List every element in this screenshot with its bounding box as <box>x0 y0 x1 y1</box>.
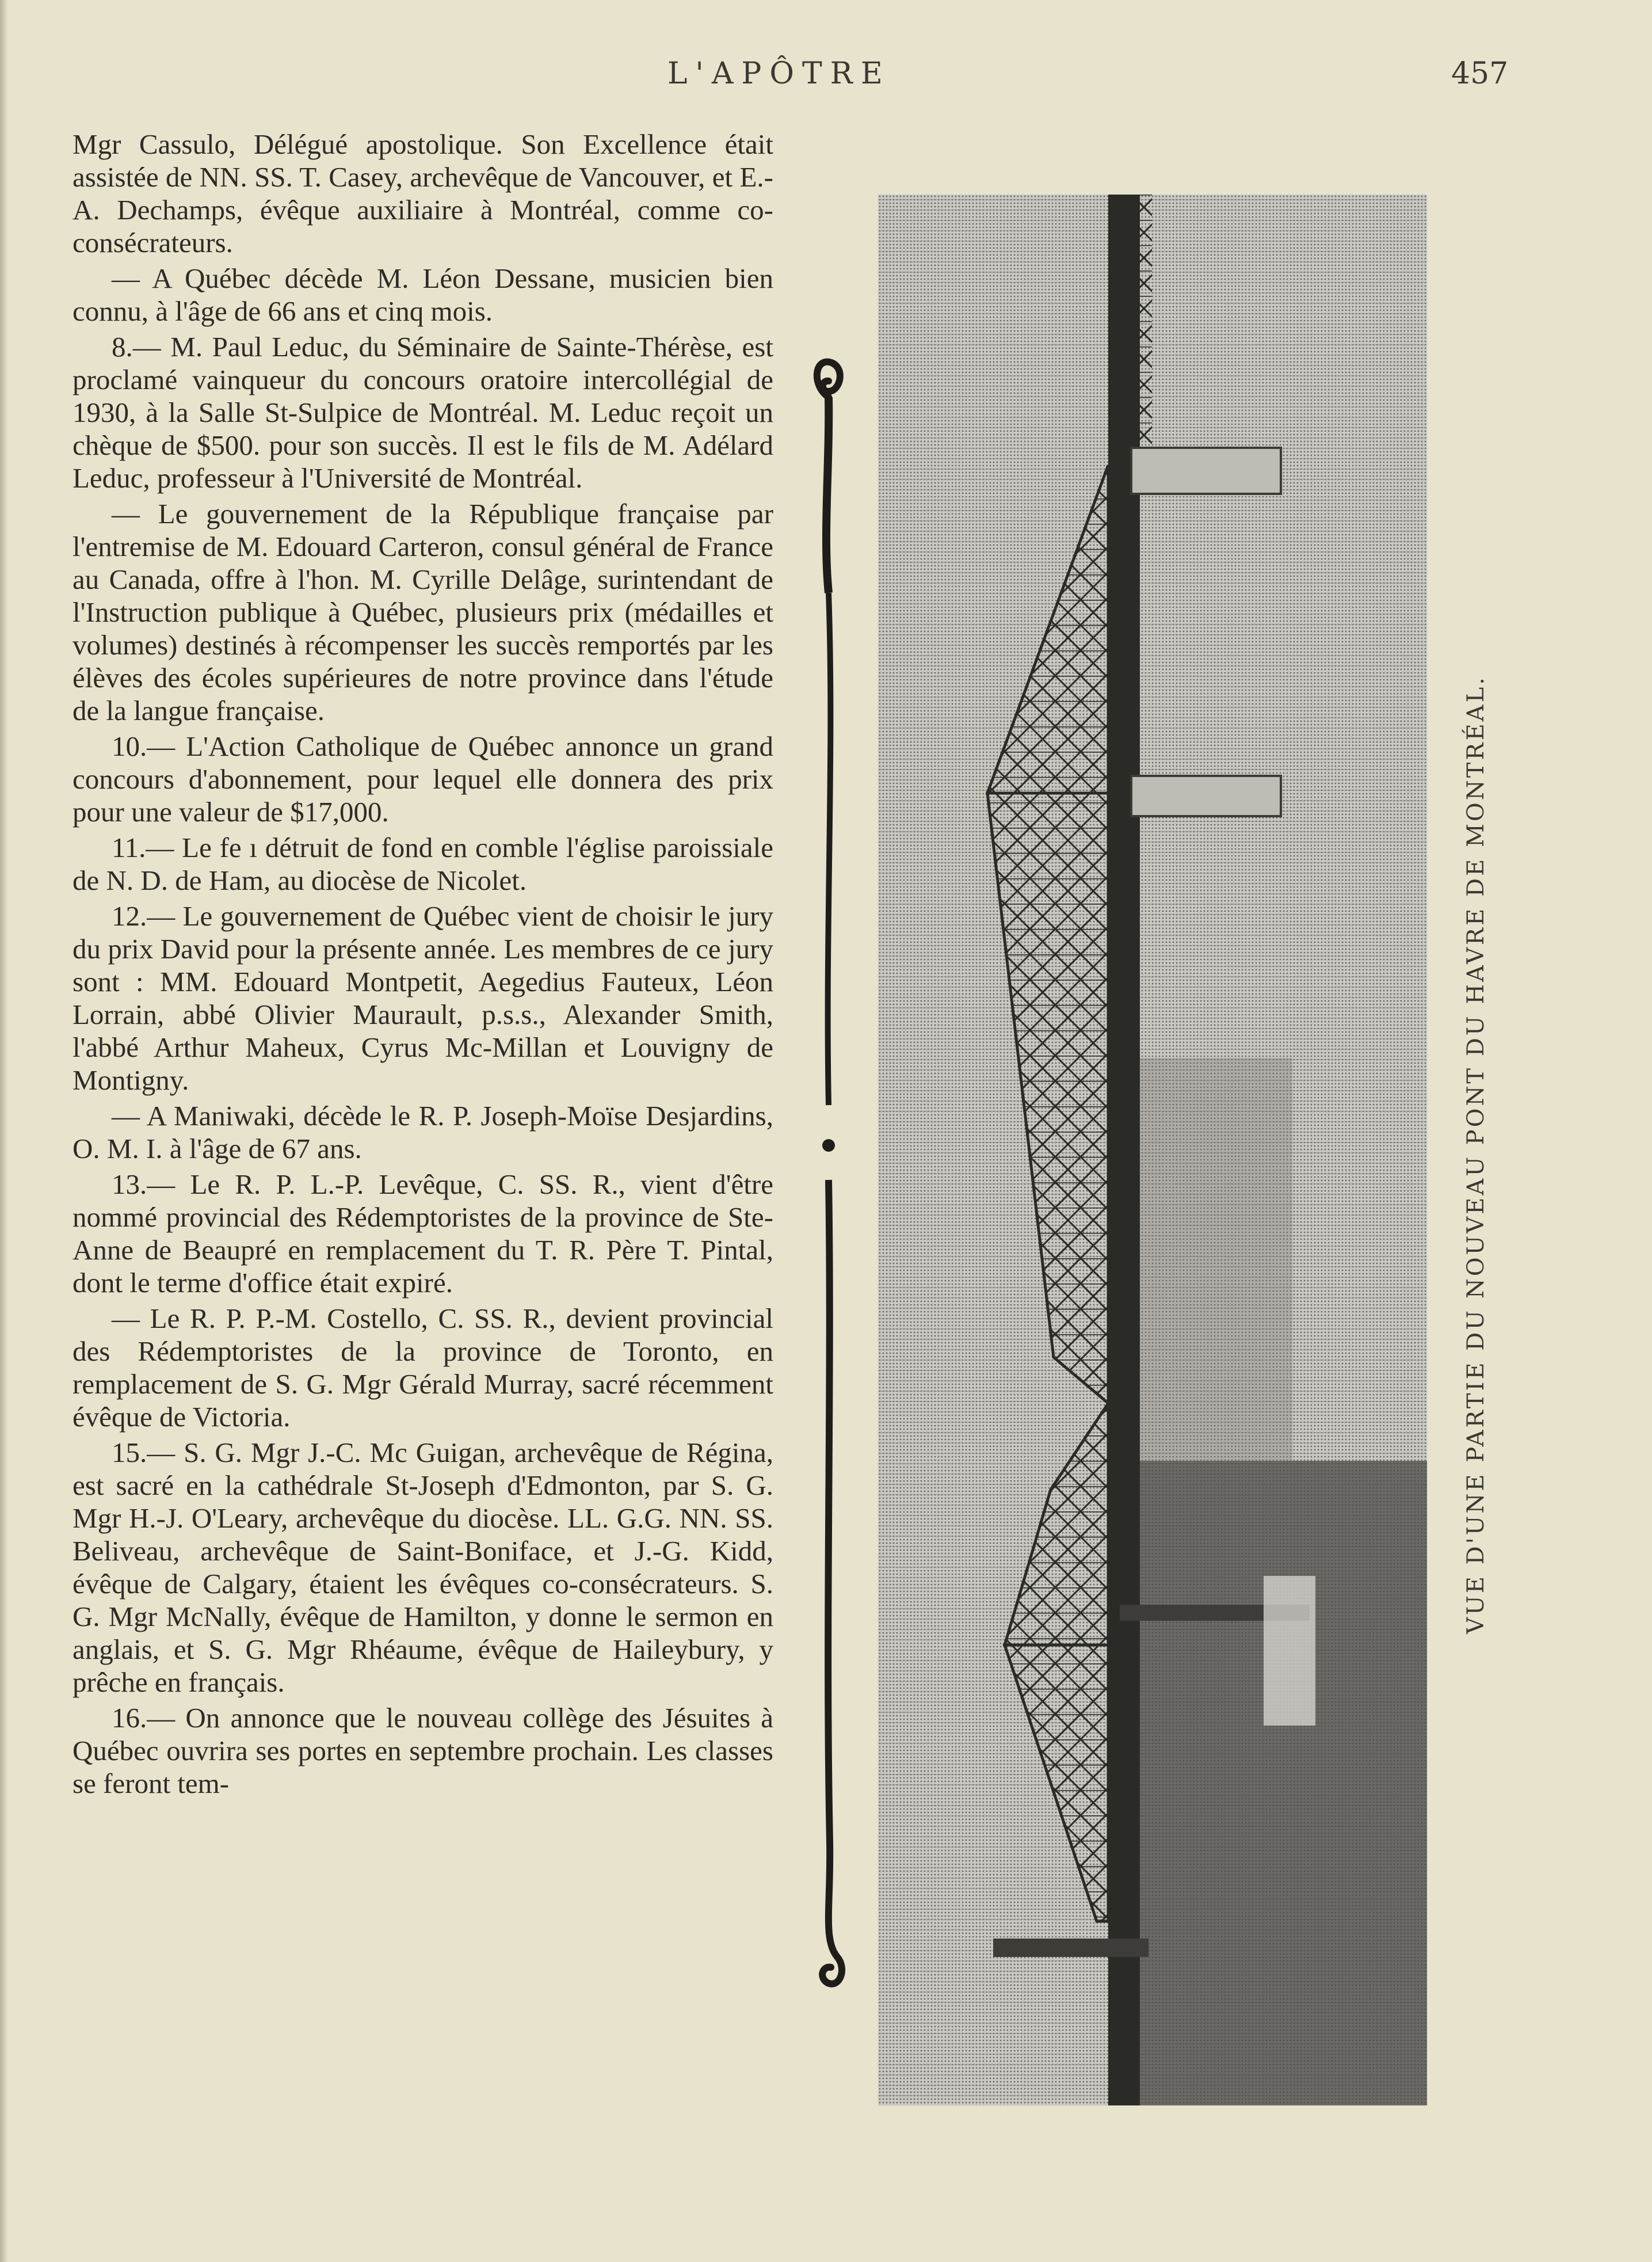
page-edge <box>0 0 8 2262</box>
photo-caption: VUE D'UNE PARTIE DU NOUVEAU PONT DU HAVRE DE MONTRÉAL. <box>1463 675 1489 1634</box>
paragraph: Mgr Cassulo, Délégué apostolique. Son Excellence était assistée de NN. SS. T. Casey, archevêque de Vancouver, et E.-A. Dechamps, évêque auxiliaire à Montréal, comme co-consécrateurs. <box>73 128 773 258</box>
paragraph: 13.— Le R. P. L.-P. Levêque, C. SS. R., vient d'être nommé provincial des Rédemptoristes de la province de Ste-Anne de Beaupré en remplacement du T. R. Père T. Pintal, dont le terme d'office était expiré. <box>73 1168 773 1298</box>
decorative-divider <box>806 351 852 1997</box>
paragraph: 12.— Le gouvernement de Québec vient de choisir le jury du prix David pour la présente année. Les membres de ce jury sont : MM. Edouard Montpetit, Aegedius Fauteux, Léon Lorrain, abbé Olivier Maurault, p.s.s., Alexander Smith, l'abbé Arthur Maheux, Cyrus Mc-Millan et Louvigny de Montigny. <box>73 900 773 1096</box>
paragraph: 8.— M. Paul Leduc, du Séminaire de Sainte-Thérèse, est proclamé vainqueur du concours oratoire intercollégial de 1930, à la Salle St-Sulpice de Montréal. M. Leduc reçoit un chèque de $500. pour son succès. Il est le fils de M. Adélard Leduc, professeur à l'Université de Montréal. <box>73 331 773 494</box>
paragraph: — Le gouvernement de la République française par l'entremise de M. Edouard Carteron, consul général de France au Canada, offre à l'hon. M. Cyrille Delâge, surintendant de l'Instruction publique à Québec, plusieurs prix (médailles et volumes) destinés à récompenser les succès remportés par les élèves des écoles supérieures de notre province dans l'étude de la langue française. <box>73 498 773 726</box>
paragraph: 15.— S. G. Mgr J.-C. Mc Guigan, archevêque de Régina, est sacré en la cathédrale St-Joseph d'Edmonton, par S. G. Mgr H.-J. O'Leary, archevêque du diocèse. LL. G.G. NN. SS. Beliveau, archevêque de Saint-Boniface, et J.-G. Kidd, évêque de Calgary, étaient les évêques co-consécrateurs. S. G. Mgr McNally, évêque de Hamilton, y donne le sermon en anglais, et S. G. Mgr Rhéaume, évêque de Haileybury, y prêche en français. <box>73 1437 773 1698</box>
text-column <box>73 128 773 1803</box>
paragraph: — A Québec décède M. Léon Dessane, musicien bien connu, à l'âge de 66 ans et cinq mois. <box>73 262 773 327</box>
bridge-photo <box>878 195 1427 2105</box>
paragraph: 11.— Le fe ı détruit de fond en comble l'église paroissiale de N. D. de Ham, au diocèse de Nicolet. <box>73 832 773 896</box>
paragraph: — A Maniwaki, décède le R. P. Joseph-Moïse Desjardins, O. M. I. à l'âge de 67 ans. <box>73 1100 773 1164</box>
running-head <box>0 56 1652 97</box>
paragraph: 10.— L'Action Catholique de Québec annonce un grand concours d'abonnement, pour lequel elle donnera des prix pour une valeur de $17,000. <box>73 730 773 828</box>
page-number: 457 <box>1451 56 1509 91</box>
paragraph: 16.— On annonce que le nouveau collège des Jésuites à Québec ouvrira ses portes en septembre prochain. Les classes se feront tem- <box>73 1702 773 1799</box>
running-title: L'APÔTRE <box>667 56 891 91</box>
bridge-illustration <box>878 195 1427 2105</box>
paragraph: — Le R. P. P.-M. Costello, C. SS. R., devient provincial des Rédemptoristes de la province de Toronto, en remplacement de S. G. Mgr Gérald Murray, sacré récemment évêque de Victoria. <box>73 1303 773 1433</box>
